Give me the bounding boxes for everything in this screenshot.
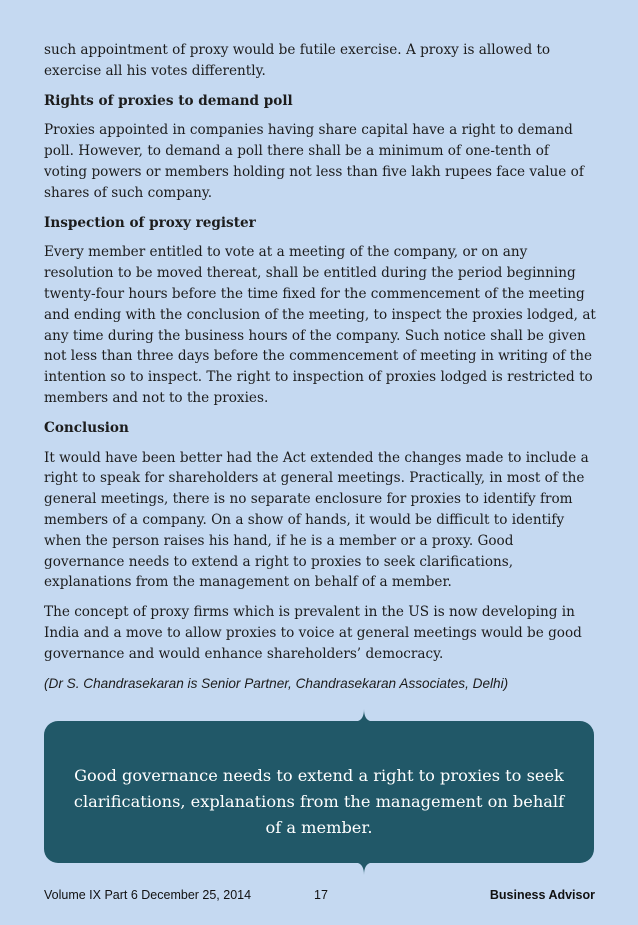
author-credit: (Dr S. Chandrasekaran is Senior Partner, Chandrasekaran Associates, Delhi) bbox=[44, 675, 509, 691]
footer-publication: Business Advisor bbox=[489, 888, 595, 902]
conclusion-paragraph-2: The concept of proxy firms which is prevalent in the US is now developing in India and a move to allow proxies to voice at general meetings would be good governance and would enhance shareholders’ democracy. bbox=[44, 604, 582, 662]
pull-quote-box bbox=[44, 721, 594, 863]
pull-quote-top-notch bbox=[358, 709, 370, 721]
conclusion-paragraph-1: It would have been better had the Act extended the changes made to include a right to speak for shareholders at general meetings. Practically, in most of the general meetings, there is no separate enclosure for proxies to identify from members of a company. On a show of hands, it would be difficult to identify when the person raises his hand, if he is a member or a proxy. Good governance needs to extend a right to proxies to seek clarifications, explanations from the management on behalf of a member. bbox=[44, 449, 589, 591]
pull-quote-bottom-notch bbox=[358, 863, 370, 875]
intro-paragraph: such appointment of proxy would be futile exercise. A proxy is allowed to exercise all his votes differently. bbox=[44, 42, 551, 79]
inspection-paragraph: Every member entitled to vote at a meeting of the company, or on any resolution to be moved thereat, shall be entitled during the period beginning twenty-four hours before the time fixed for the commencement of the meeting and ending with the conclusion of the meeting, to inspect the proxies lodged, at any time during the business hours of the company. Such notice shall be given not less than three days before the commencement of meeting in writing of the intention so to inspect. The right to inspection of proxies lodged is restricted to members and not to the proxies. bbox=[44, 244, 596, 406]
heading-conclusion: Conclusion bbox=[44, 419, 129, 436]
footer-page-number: 17 bbox=[314, 888, 328, 902]
article-body bbox=[44, 40, 596, 694]
heading-rights-of-proxies: Rights of proxies to demand poll bbox=[44, 92, 293, 109]
pull-quote-text: Good governance needs to extend a right to proxies to seek clarifications, explanations from the management on behalf of a member. bbox=[73, 766, 565, 837]
rights-paragraph: Proxies appointed in companies having share capital have a right to demand poll. However, to demand a poll there shall be a minimum of one-tenth of voting powers or members holding not less than five lakh rupees face value of shares of such company. bbox=[44, 122, 584, 201]
footer-issue: Volume IX Part 6 December 25, 2014 bbox=[44, 888, 252, 902]
heading-inspection: Inspection of proxy register bbox=[44, 214, 256, 231]
